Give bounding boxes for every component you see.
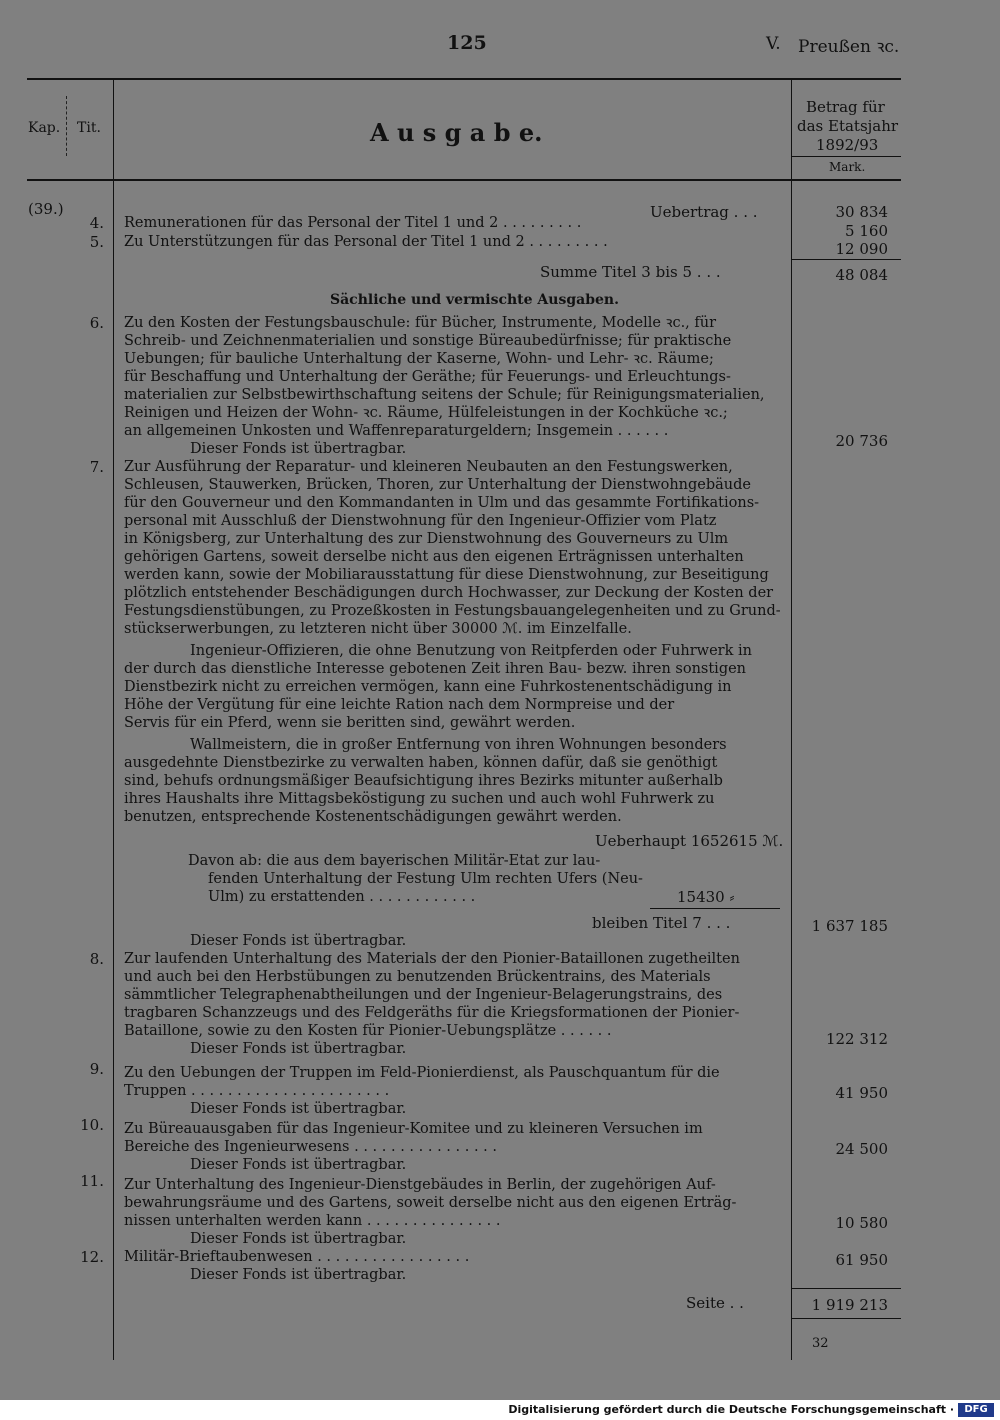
titel-7-line: personal mit Ausschluß der Dienstwohnung für den Ingenieur-Offizier vom Platz	[124, 513, 717, 529]
summe-label: Summe Titel 3 bis 5 . . .	[540, 263, 721, 281]
titel-7-line: für den Gouverneur und den Kommandanten in Ulm und das gesammte Fortifikations-	[124, 495, 760, 511]
table-top-rule	[27, 78, 901, 80]
section-number: V.	[766, 34, 781, 54]
titel-5-amount: 12 090	[835, 240, 888, 258]
titel-7-davon-line: fenden Unterhaltung der Festung Ulm rechten Ufers (Neu-	[208, 871, 643, 887]
titel-11-line: Zur Unterhaltung des Ingenieur-Dienstgebäudes in Berlin, der zugehörigen Auf-	[124, 1177, 716, 1193]
titel-7-line: plötzlich entstehender Beschädigungen durch Hochwasser, zur Deckung der Kosten der	[124, 585, 774, 601]
region-label: Preußen ꝛc.	[798, 37, 900, 57]
titel-7-subtotal-rule	[650, 908, 780, 909]
titel-12-note: Dieser Fonds ist übertragbar.	[190, 1267, 407, 1283]
seite-double-rule	[792, 1318, 901, 1319]
titel-9-line: Truppen . . . . . . . . . . . . . . . . . . . . . .	[124, 1083, 390, 1099]
titel-7-para2-line: Ingenieur-Offizieren, die ohne Benutzung von Reitpferden oder Fuhrwerk in	[190, 643, 752, 659]
titel-7-line: stückserwerbungen, zu letzteren nicht über 30000 ℳ. im Einzelfalle.	[124, 621, 632, 637]
titel-12-amount: 61 950	[835, 1251, 888, 1269]
titel-4-text: Remunerationen für das Personal der Titel 1 und 2 . . . . . . . . .	[124, 215, 582, 231]
col-kap-header: Kap.	[28, 120, 61, 136]
titel-7-para3-line: ausgedehnte Dienstbezirke zu verwalten haben, können dafür, daß sie genöthigt	[124, 755, 718, 771]
summe-amount: 48 084	[835, 266, 888, 284]
col-amount-header-line2: das Etatsjahr	[797, 117, 899, 135]
seite-rule	[792, 1288, 901, 1289]
uebertrag-label: Uebertrag . . .	[650, 203, 758, 221]
titel-7-line: gehörigen Gartens, soweit derselbe nicht aus den eigenen Erträgnissen unterhalten	[124, 549, 744, 565]
seite-label: Seite . .	[686, 1294, 744, 1312]
col-amount-header-line3: 1892/93	[816, 136, 879, 154]
titel-10-note: Dieser Fonds ist übertragbar.	[190, 1157, 407, 1173]
uebertrag-amount: 30 834	[835, 203, 888, 221]
titel-10-number: 10.	[80, 1116, 104, 1134]
titel-7-para3-line: Wallmeistern, die in großer Entfernung von ihren Wohnungen besonders	[190, 737, 727, 753]
seite-amount: 1 919 213	[811, 1296, 888, 1314]
tit-column-divider	[113, 80, 114, 1360]
titel-7-davon-amount: 15430 ⸗	[677, 888, 735, 906]
titel-12-number: 12.	[80, 1248, 104, 1266]
titel-7-para3-line: ihres Haushalts ihre Mittagsbeköstigung zu suchen und auch wohl Fuhrwerk zu	[124, 791, 715, 807]
titel-8-line: Zur laufenden Unterhaltung des Materials der den Pionier-Bataillonen zugetheilten	[124, 951, 740, 967]
titel-4-amount: 5 160	[845, 222, 888, 240]
titel-8-note: Dieser Fonds ist übertragbar.	[190, 1041, 407, 1057]
titel-7-para3-line: benutzen, entsprechende Kostenentschädigungen gewährt werden.	[124, 809, 622, 825]
titel-7-para2-line: Höhe der Vergütung für eine leichte Ration nach dem Normpreise und der	[124, 697, 675, 713]
titel-6-line: Schreib- und Zeichnenmaterialien und sonstige Büreaubedürfnisse; für praktische	[124, 333, 732, 349]
titel-8-line: tragbaren Schanzzeugs und des Feldgeräths für die Kriegsformationen der Pionier-	[124, 1005, 740, 1021]
titel-7-ueberhaupt: Ueberhaupt 1652615 ℳ.	[595, 832, 784, 850]
titel-7-line: Festungsdienstübungen, zu Prozeßkosten in Festungsbauangelegenheiten und zu Grund-	[124, 603, 781, 619]
titel-7-davon-line: Ulm) zu erstattenden . . . . . . . . . . . .	[208, 889, 476, 905]
titel-8-number: 8.	[89, 950, 104, 968]
titel-4-number: 4.	[89, 214, 104, 232]
titel-6-line: Uebungen; für bauliche Unterhaltung der Kaserne, Wohn- und Lehr- ꝛc. Räume;	[124, 351, 714, 367]
titel-6-note: Dieser Fonds ist übertragbar.	[190, 441, 407, 457]
titel-6-line: materialien zur Selbstbewirthschaftung seitens der Schule; für Reinigungsmaterialien,	[124, 387, 765, 403]
col-main-header: A u s g a b e.	[370, 118, 543, 147]
titel-7-line: werden kann, sowie der Mobiliarausstattung für diese Dienstwohnung, zur Beseitigung	[124, 567, 769, 583]
titel-7-line: Zur Ausführung der Reparatur- und kleineren Neubauten an den Festungswerken,	[124, 459, 733, 475]
sheet-number: 32	[812, 1336, 829, 1351]
titel-11-line: nissen unterhalten werden kann . . . . . . . . . . . . . . .	[124, 1213, 501, 1229]
titel-11-amount: 10 580	[835, 1214, 888, 1232]
col-amount-header-line4: Mark.	[829, 160, 866, 174]
titel-7-para2-line: Servis für ein Pferd, wenn sie beritten sind, gewährt werden.	[124, 715, 576, 731]
titel-7-bleiben: bleiben Titel 7 . . .	[592, 914, 731, 932]
titel-7-line: Schleusen, Stauwerken, Brücken, Thoren, zur Unterhaltung der Dienstwohngebäude	[124, 477, 751, 493]
titel-6-line: an allgemeinen Unkosten und Waffenreparaturgeldern; Insgemein . . . . . .	[124, 423, 669, 439]
titel-7-amount: 1 637 185	[811, 917, 888, 935]
titel-12-line: Militär-Brieftaubenwesen . . . . . . . . . . . . . . . . .	[124, 1249, 470, 1265]
titel-8-line: sämmtlicher Telegraphenabtheilungen und der Ingenieur-Belagerungstrains, des	[124, 987, 723, 1003]
titel-7-para2-line: Dienstbezirk nicht zu erreichen vermögen, kann eine Fuhrkostenentschädigung in	[124, 679, 732, 695]
header-bottom-rule	[27, 179, 901, 181]
titel-6-line: für Beschaffung und Unterhaltung der Geräthe; für Feuerungs- und Erleuchtungs-	[124, 369, 731, 385]
titel-11-number: 11.	[80, 1172, 104, 1190]
titel-11-note: Dieser Fonds ist übertragbar.	[190, 1231, 407, 1247]
section-heading: Sächliche und vermischte Ausgaben.	[330, 292, 619, 308]
titel-9-line: Zu den Uebungen der Truppen im Feld-Pionierdienst, als Pauschquantum für die	[124, 1065, 720, 1081]
titel-6-line: Reinigen und Heizen der Wohn- ꝛc. Räume, Hülfeleistungen in der Kochküche ꝛc.;	[124, 405, 728, 421]
titel-7-para2-line: der durch das dienstliche Interesse gebotenen Zeit ihren Bau- bezw. ihren sonstigen	[124, 661, 747, 677]
titel-8-line: Bataillone, sowie zu den Kosten für Pionier-Uebungsplätze . . . . . .	[124, 1023, 612, 1039]
page-number: 125	[447, 32, 487, 54]
titel-7-para3-line: sind, behufs ordnungsmäßiger Beaufsichtigung ihres Bezirks mitunter außerhalb	[124, 773, 723, 789]
titel-9-note: Dieser Fonds ist übertragbar.	[190, 1101, 407, 1117]
titel-10-line: Zu Büreauausgaben für das Ingenieur-Komitee und zu kleineren Versuchen im	[124, 1121, 703, 1137]
titel-9-amount: 41 950	[835, 1084, 888, 1102]
titel-7-line: in Königsberg, zur Unterhaltung des zur Dienstwohnung des Gouverneurs zu Ulm	[124, 531, 729, 547]
dfg-logo: DFG	[958, 1403, 994, 1417]
titel-10-line: Bereiche des Ingenieurwesens . . . . . . . . . . . . . . . .	[124, 1139, 497, 1155]
summe-rule	[792, 259, 901, 260]
footer-bar	[0, 1400, 1000, 1420]
col-amount-header-line1: Betrag für	[806, 98, 885, 116]
titel-7-number: 7.	[89, 458, 104, 476]
titel-6-amount: 20 736	[835, 432, 888, 450]
titel-6-number: 6.	[89, 314, 104, 332]
kapitel-number: (39.)	[28, 200, 64, 218]
titel-5-text: Zu Unterstützungen für das Personal der Titel 1 und 2 . . . . . . . . .	[124, 234, 608, 250]
footer-credit: Digitalisierung gefördert durch die Deutsche Forschungsgemeinschaft ·	[508, 1403, 954, 1416]
titel-11-line: bewahrungsräume und des Gartens, soweit derselbe nicht aus den eigenen Erträg-	[124, 1195, 737, 1211]
titel-8-amount: 122 312	[825, 1030, 888, 1048]
titel-8-line: und auch bei den Herbstübungen zu benutzenden Brückentrains, des Materials	[124, 969, 711, 985]
titel-9-number: 9.	[89, 1060, 104, 1078]
kap-column-divider	[66, 96, 67, 156]
header-amount-rule	[792, 156, 901, 157]
col-tit-header: Tit.	[77, 120, 101, 136]
titel-7-note: Dieser Fonds ist übertragbar.	[190, 933, 407, 949]
titel-10-amount: 24 500	[835, 1140, 888, 1158]
titel-5-number: 5.	[89, 233, 104, 251]
titel-7-davon-line: Davon ab: die aus dem bayerischen Militär-Etat zur lau-	[188, 853, 601, 869]
titel-6-line: Zu den Kosten der Festungsbauschule: für Bücher, Instrumente, Modelle ꝛc., für	[124, 315, 717, 331]
